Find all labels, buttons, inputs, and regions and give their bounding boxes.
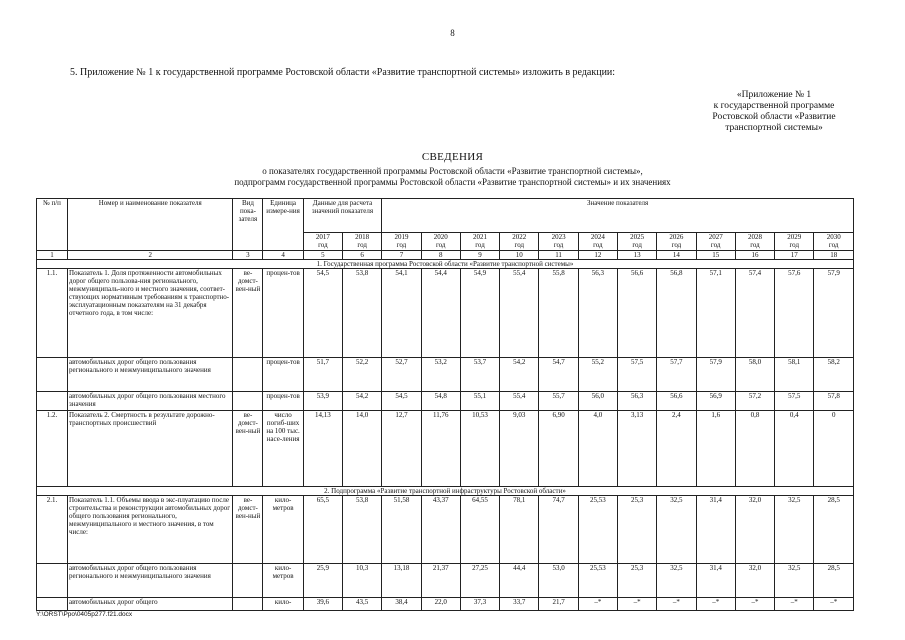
indicators-table	[36, 198, 854, 611]
value-cell: –*	[578, 598, 617, 611]
column-number: 18	[814, 251, 854, 260]
value-cell: 54,8	[421, 392, 460, 411]
column-number: 4	[263, 251, 303, 260]
year-label: 2017	[315, 233, 330, 241]
value-cell: 0,4	[775, 411, 814, 487]
indicator-name: автомобильных дорог общего	[68, 598, 233, 611]
value-cell: 54,2	[343, 392, 382, 411]
value-cell: 39,6	[303, 598, 342, 611]
header-year	[696, 233, 735, 251]
value-cell: 54,1	[382, 269, 421, 358]
value-cell: 54,5	[382, 392, 421, 411]
year-suffix: год	[318, 241, 328, 249]
year-suffix: год	[514, 241, 525, 249]
header-num: № п/п	[37, 199, 68, 251]
value-cell: 55,7	[539, 392, 578, 411]
indicator-kind: ве-домст-вен-ный	[233, 269, 263, 358]
year-label: 2023	[551, 233, 566, 241]
value-cell: 57,6	[775, 269, 814, 358]
value-cell: 55,2	[578, 358, 617, 392]
indicator-kind	[233, 392, 263, 411]
value-cell: 54,9	[460, 269, 499, 358]
subtitle-line: подпрограмм государственной программы Ростовской области «Развитие транспортной системы» и их значениях	[234, 177, 671, 187]
value-cell: 57,2	[735, 392, 774, 411]
value-cell: 32,5	[657, 564, 696, 598]
value-cell: 58,1	[775, 358, 814, 392]
appendix-line: Ростовской области «Развитие	[712, 112, 836, 122]
value-cell: –*	[696, 598, 735, 611]
column-number: 1	[37, 251, 68, 260]
column-number: 12	[578, 251, 617, 260]
value-cell: 9,03	[500, 411, 539, 487]
value-cell: 78,1	[500, 496, 539, 564]
row-number: 2.1.	[37, 496, 68, 564]
year-label: 2022	[512, 233, 527, 241]
year-label: 2027	[708, 233, 723, 241]
value-cell: 25,53	[578, 496, 617, 564]
value-cell: 51,7	[303, 358, 342, 392]
value-cell: 57,5	[617, 358, 656, 392]
value-cell: 4,0	[578, 411, 617, 487]
header-year	[303, 233, 342, 251]
document-subtitle	[150, 166, 755, 188]
header-year	[617, 233, 656, 251]
value-cell: 56,6	[617, 269, 656, 358]
year-label: 2026	[669, 233, 684, 241]
value-cell: 57,5	[775, 392, 814, 411]
year-suffix: год	[789, 241, 800, 249]
year-suffix: год	[828, 241, 839, 249]
value-cell: 31,4	[696, 496, 735, 564]
indicator-kind	[233, 598, 263, 611]
column-number: 16	[735, 251, 774, 260]
column-number: 14	[657, 251, 696, 260]
column-number: 8	[421, 251, 460, 260]
value-cell: 10,53	[460, 411, 499, 487]
column-number: 10	[500, 251, 539, 260]
value-cell: 56,3	[617, 392, 656, 411]
document-title: СВЕДЕНИЯ	[421, 151, 484, 163]
value-cell: 54,7	[539, 358, 578, 392]
row-number	[37, 598, 68, 611]
year-label: 2029	[787, 233, 802, 241]
year-suffix: год	[593, 241, 603, 249]
value-cell: 27,25	[460, 564, 499, 598]
header-name: Номер и наименование показателя	[68, 199, 233, 251]
year-suffix: год	[750, 241, 760, 249]
indicator-unit: кило-	[263, 598, 303, 611]
value-cell: 56,3	[578, 269, 617, 358]
section-heading: 2. Подпрограмма «Развитие транспортной инфраструктуры Ростовской области»	[37, 487, 854, 496]
value-cell: 56,8	[657, 269, 696, 358]
header-year	[735, 233, 774, 251]
indicator-name: Показатель 1.1. Объемы ввода в экс-плуатацию после строительства и реконструкции автомобильных дорог общего пользования регионального, межмуниципального и местного значения, в том числе:	[68, 496, 233, 564]
row-number	[37, 564, 68, 598]
header-year	[539, 233, 578, 251]
value-cell: 44,4	[500, 564, 539, 598]
value-cell: 57,9	[814, 269, 854, 358]
value-cell: 55,4	[500, 269, 539, 358]
value-cell: 55,1	[460, 392, 499, 411]
indicator-name: Показатель 1. Доля протяженности автомобильных дорог общего пользова-ния регионального, межмуниципаль-ного и местного значения, соответ-ствующих нормативным требованиям к транспортно-эксплуатационным показателям на 31 декабря отчетного года, в том числе:	[68, 269, 233, 358]
value-cell: 51,58	[382, 496, 421, 564]
column-number: 17	[775, 251, 814, 260]
header-base: Данные для расчета значений показателя	[303, 199, 382, 233]
value-cell: –*	[735, 598, 774, 611]
value-cell: 53,8	[343, 269, 382, 358]
value-cell: 74,7	[539, 496, 578, 564]
year-suffix: год	[710, 241, 721, 249]
value-cell: 3,13	[617, 411, 656, 487]
row-number: 1.1.	[37, 269, 68, 358]
indicator-unit: число погиб-ших на 100 тыс. насе-ления	[263, 411, 303, 487]
indicator-kind	[233, 358, 263, 392]
header-year	[382, 233, 421, 251]
indicator-unit: кило-метров	[263, 496, 303, 564]
header-unit: Единица измере-ния	[263, 199, 303, 251]
header-kind: Вид пока-зателя	[233, 199, 263, 251]
indicator-name: автомобильных дорог общего пользования регионального и межмуниципального значения	[68, 564, 233, 598]
value-cell: 57,7	[657, 358, 696, 392]
year-label: 2030	[826, 233, 841, 241]
value-cell: 37,3	[460, 598, 499, 611]
year-suffix: год	[435, 241, 446, 249]
value-cell: 65,5	[303, 496, 342, 564]
value-cell: 2,4	[657, 411, 696, 487]
indicator-unit: кило-метров	[263, 564, 303, 598]
intro-paragraph: 5. Приложение № 1 к государственной программе Ростовской области «Развитие транспортной системы» изложить в редакции:	[70, 67, 616, 78]
indicator-name: Показатель 2. Смертность в результате дорожно-транспортных происшествий	[68, 411, 233, 487]
appendix-line: к государственной программе	[713, 101, 835, 111]
value-cell: 54,5	[303, 269, 342, 358]
value-cell: 53,8	[343, 496, 382, 564]
indicator-unit: процен-тов	[263, 392, 303, 411]
column-number: 6	[343, 251, 382, 260]
value-cell: –*	[617, 598, 656, 611]
value-cell: –*	[814, 598, 854, 611]
value-cell: 25,3	[617, 496, 656, 564]
value-cell: 55,8	[539, 269, 578, 358]
value-cell: 22,0	[421, 598, 460, 611]
value-cell: 33,7	[500, 598, 539, 611]
year-label: 2025	[630, 233, 645, 241]
column-number: 7	[382, 251, 421, 260]
header-year	[578, 233, 617, 251]
value-cell: 21,37	[421, 564, 460, 598]
value-cell: 14,13	[303, 411, 342, 487]
value-cell: 58,2	[814, 358, 854, 392]
value-cell: 32,5	[775, 564, 814, 598]
value-cell: 25,3	[617, 564, 656, 598]
row-number: 1.2.	[37, 411, 68, 487]
value-cell: 57,8	[814, 392, 854, 411]
value-cell: 56,0	[578, 392, 617, 411]
value-cell: 21,7	[539, 598, 578, 611]
year-suffix: год	[357, 241, 367, 249]
value-cell: 6,90	[539, 411, 578, 487]
column-number: 11	[539, 251, 578, 260]
header-values: Значение показателя	[382, 199, 854, 233]
column-number: 9	[460, 251, 499, 260]
indicator-kind: ве-домст-вен-ный	[233, 411, 263, 487]
value-cell: 32,0	[735, 564, 774, 598]
value-cell: 54,4	[421, 269, 460, 358]
value-cell: 53,2	[421, 358, 460, 392]
year-suffix: год	[671, 241, 682, 249]
header-year	[657, 233, 696, 251]
year-label: 2018	[355, 233, 370, 241]
value-cell: 32,0	[735, 496, 774, 564]
value-cell: 56,6	[657, 392, 696, 411]
column-number: 2	[68, 251, 233, 260]
value-cell: –*	[657, 598, 696, 611]
header-year	[775, 233, 814, 251]
year-label: 2019	[394, 233, 409, 241]
value-cell: 53,9	[303, 392, 342, 411]
value-cell: 64,55	[460, 496, 499, 564]
year-label: 2024	[590, 233, 605, 241]
indicator-name: автомобильных дорог общего пользования местного значения	[68, 392, 233, 411]
value-cell: 43,37	[421, 496, 460, 564]
value-cell: 13,18	[382, 564, 421, 598]
value-cell: 28,5	[814, 496, 854, 564]
value-cell: 1,6	[696, 411, 735, 487]
indicator-unit: процен-тов	[263, 269, 303, 358]
indicator-kind	[233, 564, 263, 598]
subtitle-line: о показателях государственной программы Ростовской области «Развитие транспортной системы»,	[262, 166, 643, 176]
year-suffix: год	[632, 241, 642, 249]
value-cell: 58,0	[735, 358, 774, 392]
appendix-line: транспортной системы»	[725, 123, 823, 133]
value-cell: 11,76	[421, 411, 460, 487]
column-number: 15	[696, 251, 735, 260]
section-heading: 1. Государственная программа Ростовской области «Развитие транспортной системы»	[37, 260, 854, 269]
value-cell: 0	[814, 411, 854, 487]
indicator-unit: процен-тов	[263, 358, 303, 392]
value-cell: 43,5	[343, 598, 382, 611]
indicator-kind: ве-домст-вен-ный	[233, 496, 263, 564]
year-label: 2020	[433, 233, 448, 241]
value-cell: 10,3	[343, 564, 382, 598]
column-number: 5	[303, 251, 342, 260]
row-number	[37, 358, 68, 392]
year-suffix: год	[475, 241, 485, 249]
value-cell: 38,4	[382, 598, 421, 611]
header-year	[343, 233, 382, 251]
value-cell: 57,9	[696, 358, 735, 392]
header-year	[460, 233, 499, 251]
value-cell: 52,7	[382, 358, 421, 392]
page-number: 8	[450, 28, 455, 38]
value-cell: 53,7	[460, 358, 499, 392]
header-year	[421, 233, 460, 251]
value-cell: 56,9	[696, 392, 735, 411]
column-number: 3	[233, 251, 263, 260]
value-cell: 52,2	[343, 358, 382, 392]
year-suffix: год	[553, 241, 564, 249]
value-cell: 25,53	[578, 564, 617, 598]
column-number: 13	[617, 251, 656, 260]
file-path-footer: Y:\ORST\Ppo\0405p277.f21.docx	[36, 611, 133, 618]
value-cell: 54,2	[500, 358, 539, 392]
value-cell: 32,5	[775, 496, 814, 564]
value-cell: 55,4	[500, 392, 539, 411]
year-label: 2028	[747, 233, 762, 241]
value-cell: 57,4	[735, 269, 774, 358]
indicator-name: автомобильных дорог общего пользования регионального и межмуниципального значения	[68, 358, 233, 392]
year-label: 2021	[473, 233, 487, 241]
value-cell: –*	[775, 598, 814, 611]
year-suffix: год	[396, 241, 407, 249]
row-number	[37, 392, 68, 411]
header-year	[814, 233, 854, 251]
value-cell: 31,4	[696, 564, 735, 598]
value-cell: 14,0	[343, 411, 382, 487]
value-cell: 0,8	[735, 411, 774, 487]
value-cell: 28,5	[814, 564, 854, 598]
header-year	[500, 233, 539, 251]
appendix-note	[700, 90, 848, 134]
value-cell: 32,5	[657, 496, 696, 564]
value-cell: 57,1	[696, 269, 735, 358]
appendix-line: «Приложение № 1	[736, 90, 812, 100]
value-cell: 12,7	[382, 411, 421, 487]
value-cell: 53,0	[539, 564, 578, 598]
value-cell: 25,9	[303, 564, 342, 598]
